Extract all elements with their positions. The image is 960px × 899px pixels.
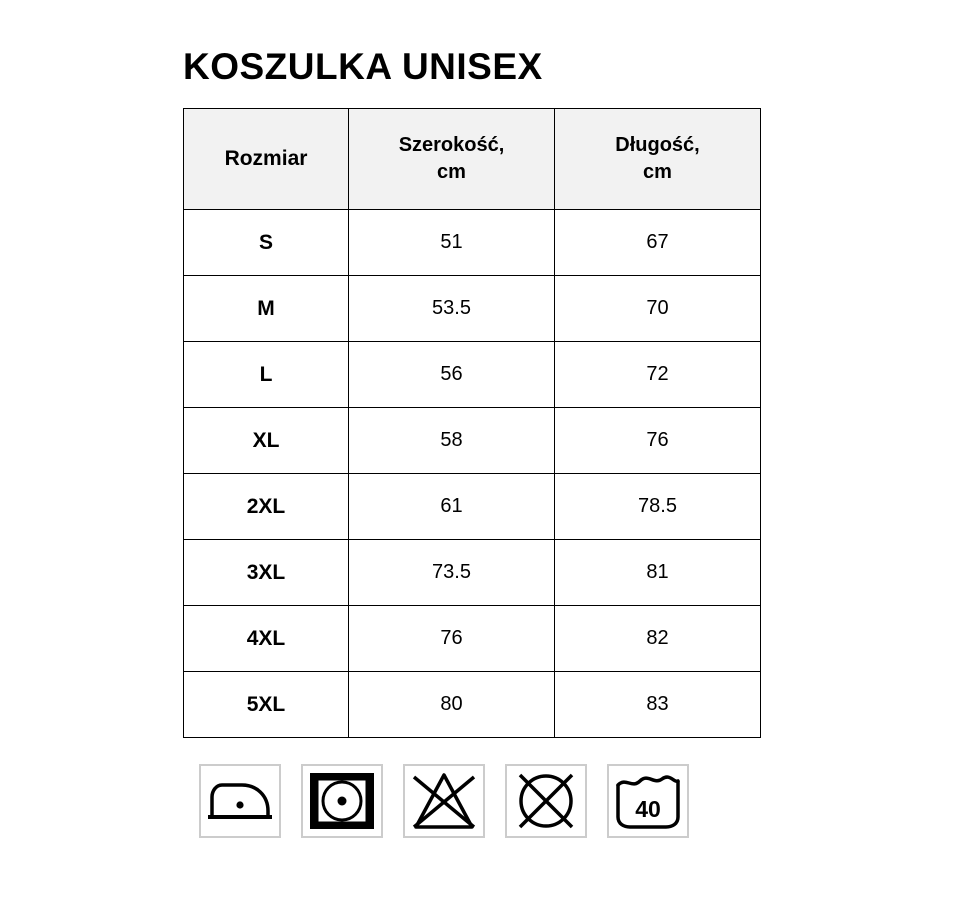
cell-size: 2XL — [184, 474, 349, 540]
cell-width: 80 — [349, 672, 555, 738]
column-header-width-line1: Szerokość, — [398, 134, 505, 156]
do-not-bleach-icon — [402, 755, 486, 847]
cell-width: 76 — [349, 606, 555, 672]
table-header — [184, 109, 761, 210]
cell-length: 76 — [555, 408, 761, 474]
column-header-length — [555, 109, 761, 210]
table-header-row — [184, 109, 761, 210]
column-header-width-line2: cm — [437, 161, 466, 183]
cell-size: S — [184, 210, 349, 276]
cell-width: 51 — [349, 210, 555, 276]
table-row — [184, 276, 761, 342]
cell-length: 81 — [555, 540, 761, 606]
cell-width: 73.5 — [349, 540, 555, 606]
cell-width: 56 — [349, 342, 555, 408]
table-body — [184, 210, 761, 738]
tumble-dry-icon — [300, 755, 384, 847]
cell-size: XL — [184, 408, 349, 474]
column-header-length-line2: cm — [643, 161, 672, 183]
do-not-dry-clean-icon — [504, 755, 588, 847]
table-row — [184, 210, 761, 276]
cell-width: 53.5 — [349, 276, 555, 342]
cell-length: 83 — [555, 672, 761, 738]
cell-size: L — [184, 342, 349, 408]
wash-temperature-label: 40 — [635, 796, 661, 822]
table-row — [184, 672, 761, 738]
column-header-size: Rozmiar — [184, 109, 349, 210]
size-chart-table — [183, 108, 761, 738]
care-symbols-row — [198, 755, 690, 847]
cell-size: M — [184, 276, 349, 342]
wash-40-icon — [606, 755, 690, 847]
cell-size: 5XL — [184, 672, 349, 738]
cell-length: 70 — [555, 276, 761, 342]
cell-length: 82 — [555, 606, 761, 672]
column-header-length-line1: Długość, — [615, 134, 700, 156]
iron-one-dot-icon — [198, 755, 282, 847]
table-row — [184, 408, 761, 474]
table-row — [184, 540, 761, 606]
cell-width: 61 — [349, 474, 555, 540]
column-header-width — [349, 109, 555, 210]
table-row — [184, 342, 761, 408]
table-row — [184, 606, 761, 672]
cell-size: 4XL — [184, 606, 349, 672]
page-title: KOSZULKA UNISEX — [183, 46, 543, 87]
cell-length: 78.5 — [555, 474, 761, 540]
cell-length: 72 — [555, 342, 761, 408]
cell-size: 3XL — [184, 540, 349, 606]
cell-length: 67 — [555, 210, 761, 276]
cell-width: 58 — [349, 408, 555, 474]
table-row — [184, 474, 761, 540]
